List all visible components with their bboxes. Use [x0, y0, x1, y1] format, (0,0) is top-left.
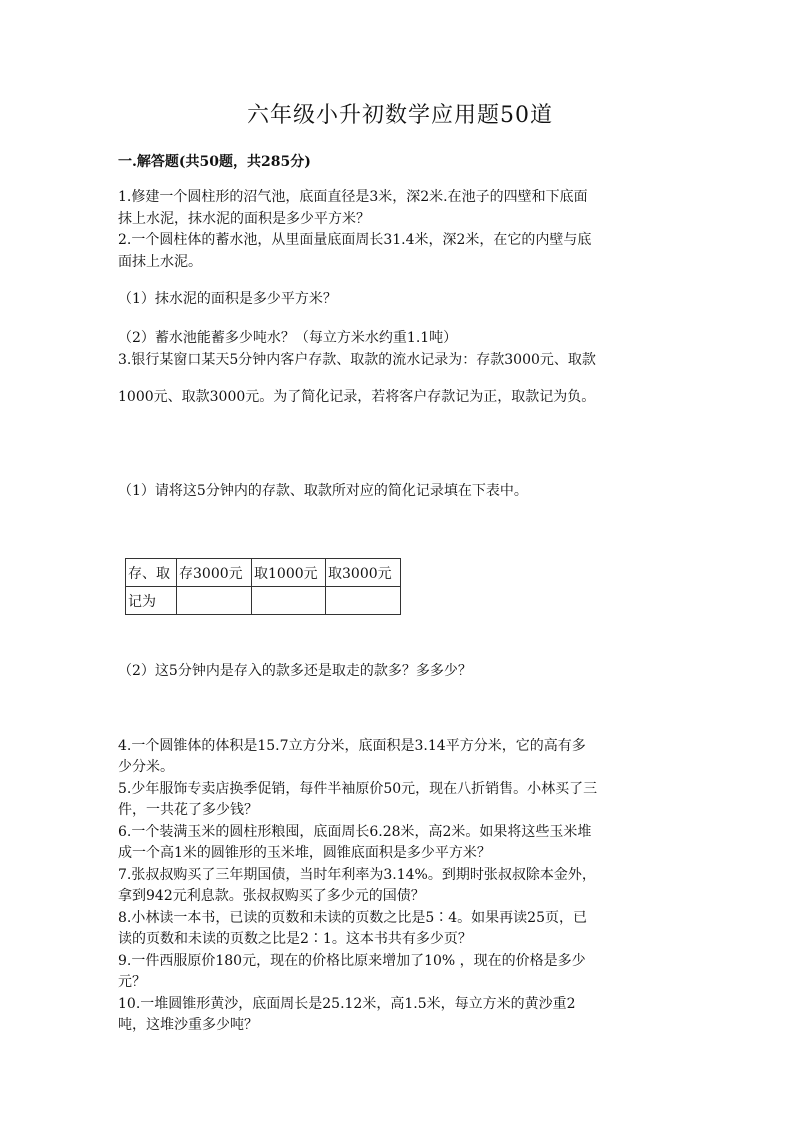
table-cell — [177, 587, 252, 615]
table-row — [126, 587, 401, 615]
q3-line-2: 1000元、取款3000元。为了简化记录，若将客户存款记为正，取款记为负。 — [118, 389, 596, 405]
table-cell: 存3000元 — [177, 559, 252, 587]
q3-sub-2: （2）这5分钟内是存入的款多还是取走的款多？多多少？ — [118, 663, 472, 679]
q7-line-2: 拿到942元利息款。张叔叔购买了多少元的国债？ — [118, 888, 425, 904]
q3-sub-1: （1）请将这5分钟内的存款、取款所对应的简化记录填在下表中。 — [118, 483, 528, 499]
q7-line-1: 7.张叔叔购买了三年期国债，当时年利率为3.14%。到期时张叔叔除本金外， — [118, 867, 596, 883]
q4-line-1: 4.一个圆锥体的体积是15.7立方分米，底面积是3.14平方分米，它的高有多 — [118, 738, 586, 754]
q2-line-2: 面抹上水泥。 — [118, 254, 202, 270]
q4-line-2: 少分米。 — [118, 759, 174, 775]
record-table — [125, 558, 401, 615]
q8-line-2: 读的页数和未读的页数之比是2∶1。这本书共有多少页？ — [118, 931, 472, 947]
q9-line-1: 9.一件西服原价180元，现在的价格比原来增加了10% ，现在的价格是多少 — [118, 953, 586, 969]
q2-sub-1: （1）抹水泥的面积是多少平方米？ — [118, 291, 337, 307]
q5-line-1: 5.少年服饰专卖店换季促销，每件半袖原价50元，现在八折销售。小林买了三 — [118, 781, 598, 797]
q6-line-1: 6.一个装满玉米的圆柱形粮囤，底面周长6.28米，高2米。如果将这些玉米堆 — [118, 824, 592, 840]
table-cell — [326, 587, 401, 615]
q1-line-2: 抹上水泥，抹水泥的面积是多少平方米？ — [118, 211, 370, 227]
q8-line-1: 8.小林读一本书，已读的页数和未读的页数之比是5∶4。如果再读25页，已 — [118, 910, 587, 926]
table-cell: 取1000元 — [252, 559, 326, 587]
q10-line-1: 10.一堆圆锥形黄沙，底面周长是25.12米，高1.5米，每立方米的黄沙重2 — [118, 996, 576, 1012]
page-title: 六年级小升初数学应用题50道 — [247, 103, 553, 128]
q6-line-2: 成一个高1米的圆锥形的玉米堆，圆锥底面积是多少平方米？ — [118, 845, 491, 861]
q3-line-1: 3.银行某窗口某天5分钟内客户存款、取款的流水记录为：存款3000元、取款 — [118, 352, 596, 368]
table-row — [126, 559, 401, 587]
q9-line-2: 元？ — [118, 974, 146, 990]
q2-line-1: 2.一个圆柱体的蓄水池，从里面量底面周长31.4米，深2米，在它的内壁与底 — [118, 232, 592, 248]
q5-line-2: 件，一共花了多少钱？ — [118, 802, 258, 818]
q2-sub-2: （2）蓄水池能蓄多少吨水？（每立方米水约重1.1吨） — [118, 330, 458, 346]
table-cell: 取3000元 — [326, 559, 401, 587]
table-cell: 存、取 — [126, 559, 177, 587]
q10-line-2: 吨，这堆沙重多少吨？ — [118, 1017, 258, 1033]
table-cell: 记为 — [126, 587, 177, 615]
q1-line-1: 1.修建一个圆柱形的沼气池，底面直径是3米，深2米.在池子的四壁和下底面 — [118, 189, 588, 205]
section-heading: 一.解答题(共50题，共285分) — [118, 154, 311, 170]
table-cell — [252, 587, 326, 615]
